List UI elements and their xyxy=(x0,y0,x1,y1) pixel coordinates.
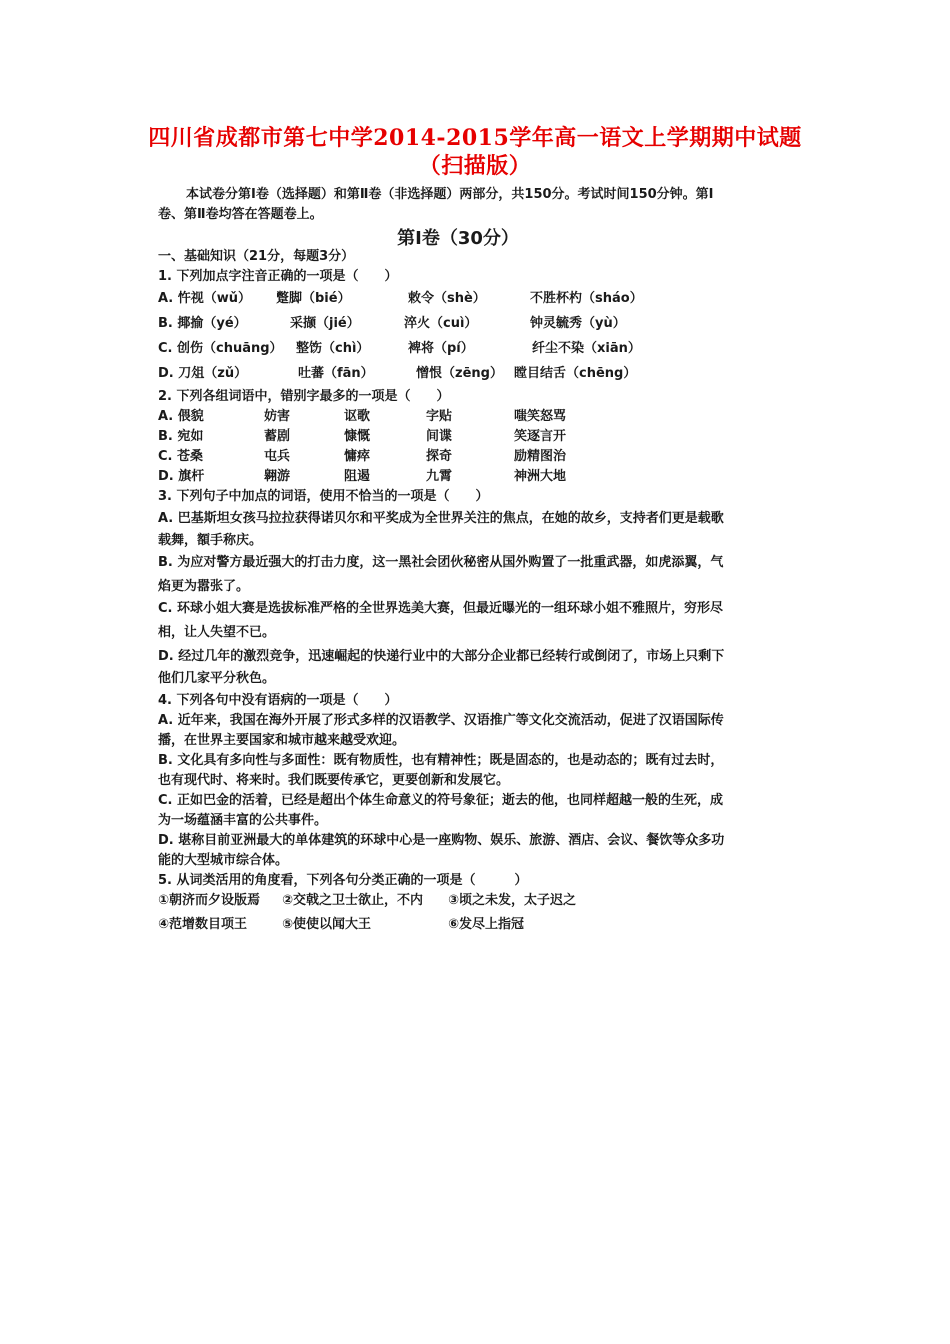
q4-line: 为一场蕴涵丰富的公共事件。 xyxy=(158,813,328,828)
q3-line: A. 巴基斯坦女孩马拉拉获得诺贝尔和平奖成为全世界关注的焦点，在她的故乡，支持者们更是载歌 xyxy=(158,511,724,526)
q4-line: A. 近年来，我国在海外开展了形式多样的汉语教学、汉语推广等文化交流活动，促进了汉语国际传 xyxy=(158,713,724,728)
q2-option: 慵瘁 xyxy=(344,449,371,464)
q5-item: ⑥发尽上指冠 xyxy=(448,917,525,932)
section-title: 第Ⅰ卷（30分） xyxy=(397,228,519,249)
q4-line: 也有现代时、将来时。我们既要传承它，更要创新和发展它。 xyxy=(158,773,510,788)
q2-option: 阻遏 xyxy=(344,469,371,484)
q2-option: 励精图治 xyxy=(514,449,567,464)
scanned-exam-page xyxy=(158,182,758,938)
q2-option: 蓄剧 xyxy=(264,429,291,444)
q4-line: 能的大型城市综合体。 xyxy=(158,853,289,868)
q2-option: 探奇 xyxy=(426,449,453,464)
q4-line: D. 堪称目前亚洲最大的单体建筑的环球中心是一座购物、娱乐、旅游、酒店、会议、餐饮等众多功 xyxy=(158,833,725,848)
q5-item: ⑤使使以闻大王 xyxy=(282,917,372,932)
q4-line: C. 正如巴金的活着，已经是超出个体生命意义的符号象征；逝去的他，也同样超越一般的生死，成 xyxy=(158,793,724,808)
q1-option: 蹩脚（bié） xyxy=(276,291,351,306)
q1-option: 吐蕃（fān） xyxy=(298,366,374,381)
q2-option: 嗤笑怒骂 xyxy=(514,409,567,424)
intro-line-1: 本试卷分第Ⅰ卷（选择题）和第Ⅱ卷（非选择题）两部分，共150分。考试时间150分钟。第Ⅰ xyxy=(186,187,714,202)
q2-option: 妨害 xyxy=(264,409,291,424)
q1-option: D. 刀俎（zǔ） xyxy=(158,366,248,381)
q3-line: 焰更为嚣张了。 xyxy=(158,579,250,594)
q2-option: 翱游 xyxy=(264,469,291,484)
q4-line: B. 文化具有多向性与多面性：既有物质性，也有精神性；既是固态的，也是动态的；既有过去时， xyxy=(158,753,724,768)
q3-stem: 3. 下列句子中加点的词语，使用不恰当的一项是（ ） xyxy=(158,489,489,504)
q1-option: 钟灵毓秀（yù） xyxy=(530,316,626,331)
q1-option: C. 创伤（chuāng） xyxy=(158,341,283,356)
q2-option: 字贴 xyxy=(426,409,453,424)
q2-option: 笑逐言开 xyxy=(514,429,567,444)
q2-option: 九霄 xyxy=(426,469,453,484)
q2-option: A. 偎貌 xyxy=(158,409,204,424)
q3-line: C. 环球小姐大赛是选拔标准严格的全世界选美大赛，但最近曝光的一组环球小姐不雅照片，穷形尽 xyxy=(158,601,724,616)
q1-stem: 1. 下列加点字注音正确的一项是（ ） xyxy=(158,269,398,284)
q1-option: A. 忤视（wǔ） xyxy=(158,291,252,306)
q3-line: 他们几家平分秋色。 xyxy=(158,671,276,686)
q1-option: 纤尘不染（xiān） xyxy=(532,341,641,356)
q5-item: ④范增数目项王 xyxy=(158,917,248,932)
q2-option: 神洲大地 xyxy=(514,469,567,484)
q1-option: 淬火（cuì） xyxy=(404,316,478,331)
q3-line: B. 为应对警方最近强大的打击力度，这一黑社会团伙秘密从国外购置了一批重武器，如虎添翼，气 xyxy=(158,555,724,570)
q3-line: 载舞，額手称庆。 xyxy=(158,533,263,548)
q4-stem: 4. 下列各句中没有语病的一项是（ ） xyxy=(158,693,398,708)
q5-item: ②交戟之卫士欲止，不内 xyxy=(282,893,424,908)
q1-option: 采撷（jié） xyxy=(290,316,360,331)
q1-option: 裨将（pí） xyxy=(408,341,474,356)
q5-item: ③顷之未发，太子迟之 xyxy=(448,893,577,908)
q1-option: 憎恨（zēng） xyxy=(416,366,503,381)
document-title: 四川省成都市第七中学2014-2015学年高一语文上学期期中试题（扫描版） xyxy=(148,125,802,179)
q4-line: 播，在世界主要国家和城市越来越受欢迎。 xyxy=(158,733,406,748)
q1-option: B. 揶揄（yé） xyxy=(158,316,247,331)
part1-heading: 一、基础知识（21分，每题3分） xyxy=(158,249,355,264)
q2-option: 间谍 xyxy=(426,429,453,444)
q1-option: 敕令（shè） xyxy=(408,291,486,306)
intro-line-2: 卷、第Ⅱ卷均答在答题卷上。 xyxy=(158,207,323,222)
q2-option: C. 苍桑 xyxy=(158,449,204,464)
q2-option: 慷慨 xyxy=(344,429,371,444)
q5-item: ①朝济而夕设版焉 xyxy=(158,893,261,908)
q2-option: 讴歌 xyxy=(344,409,371,424)
q2-option: B. 宛如 xyxy=(158,429,204,444)
q1-option: 整饬（chì） xyxy=(296,341,370,356)
q3-line: 相，让人失望不已。 xyxy=(158,625,276,640)
q5-stem: 5. 从词类活用的角度看，下列各句分类正确的一项是（ ） xyxy=(158,873,528,888)
q1-option: 不胜杯杓（sháo） xyxy=(530,291,643,306)
q3-line: D. 经过几年的激烈竞争，迅速崛起的快递行业中的大部分企业都已经转行或倒闭了，市场上只剩下 xyxy=(158,649,725,664)
q1-option: 瞠目结舌（chēng） xyxy=(514,366,637,381)
q2-option: 屯兵 xyxy=(264,449,291,464)
q2-option: D. 旗杆 xyxy=(158,469,205,484)
q2-stem: 2. 下列各组词语中，错别字最多的一项是（ ） xyxy=(158,389,450,404)
